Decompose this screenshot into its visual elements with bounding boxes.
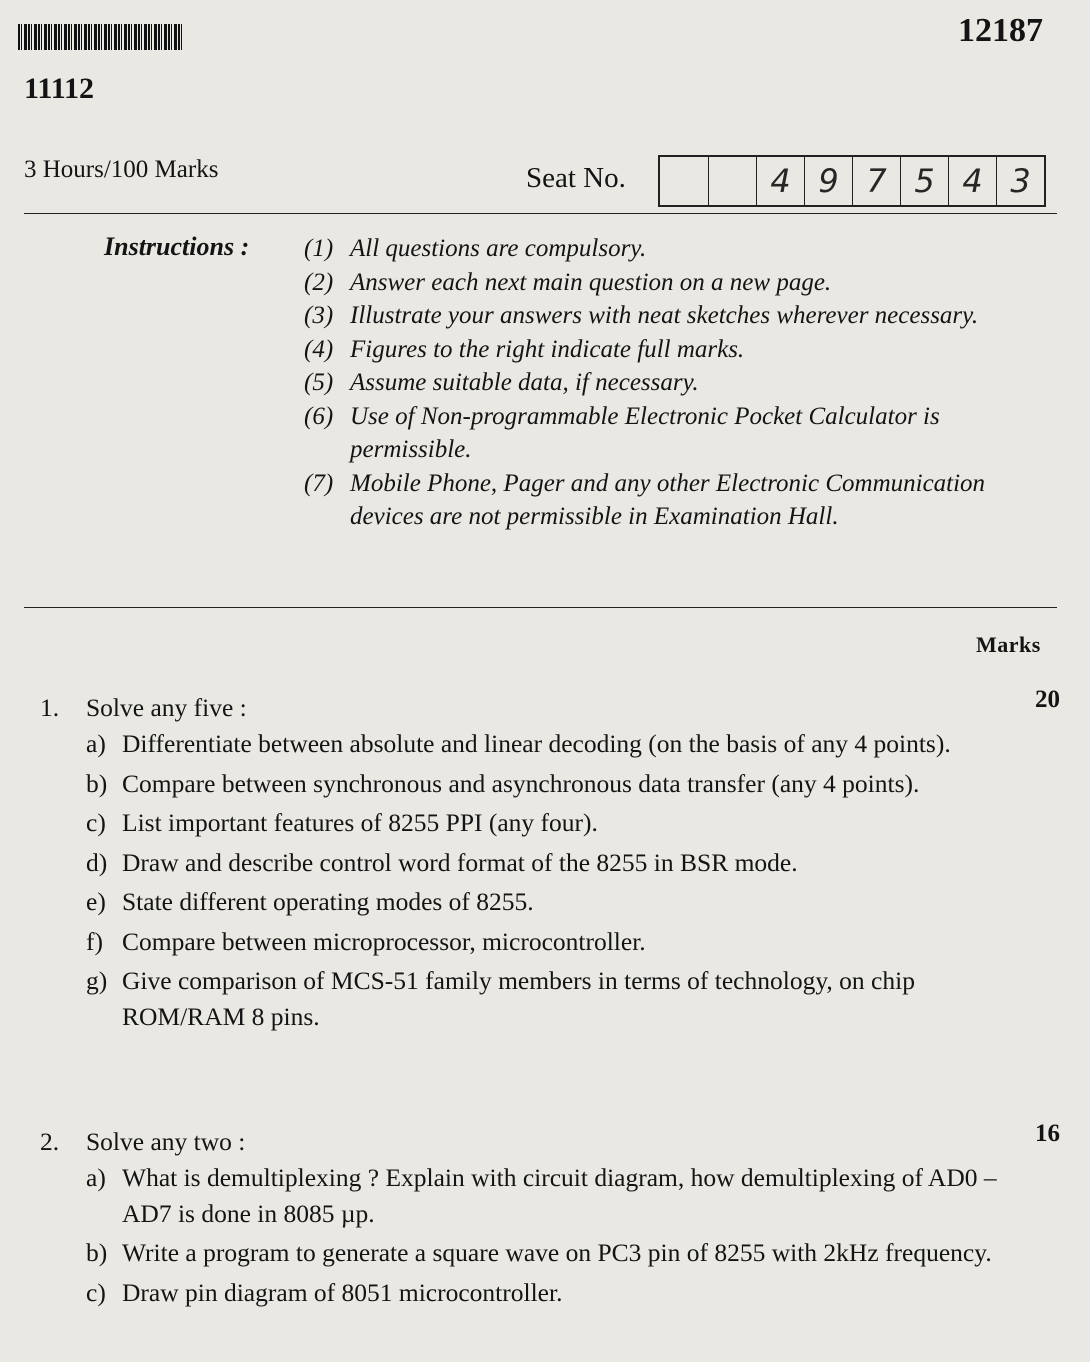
question-2 [40,1120,1060,1314]
subject-code: 11112 [24,72,95,105]
instruction-text: Use of Non-programmable Electronic Pocket Calculator is permissible. [350,402,940,463]
instruction-number: (5) [304,369,334,396]
part-text: What is demultiplexing ? Explain with circuit diagram, how demultiplexing of AD0 – AD7 is done in 8085 µp. [122,1163,997,1228]
instruction-item [304,400,1012,467]
part-label: b) [86,1238,108,1267]
instruction-text: Illustrate your answers with neat sketches wherever necessary. [350,302,979,329]
question-number: 2. [40,1127,60,1156]
instructions-label: Instructions : [104,232,250,261]
part-label: e) [86,887,106,916]
question-part [86,845,1021,881]
part-text: Differentiate between absolute and linear decoding (on the basis of any 4 points). [122,729,951,758]
question-prompt: Solve any two : [86,1127,246,1156]
duration-marks: 3 Hours/100 Marks [24,156,219,183]
question-part [86,1275,1021,1311]
part-label: g) [86,966,108,995]
part-text: Compare between microprocessor, microcontroller. [122,926,646,956]
question-header [40,686,1060,726]
question-part [86,1160,1021,1231]
paper-code: 12187 [958,12,1043,49]
question-header [40,1120,1060,1160]
question-prompt: Solve any five : [86,693,247,722]
part-label: a) [86,1163,106,1192]
question-number: 1. [40,693,60,722]
instruction-number: (1) [304,235,334,262]
seat-digit-box: 4 [948,157,996,205]
part-text: Compare between synchronous and asynchronous data transfer (any 4 points). [122,768,920,798]
instruction-item [304,333,1012,367]
question-part [86,1235,1021,1271]
instruction-item [304,232,1012,266]
question-parts [40,1160,1021,1310]
instruction-text: Assume suitable data, if necessary. [350,369,699,396]
part-text: Draw pin diagram of 8051 microcontroller. [122,1277,563,1307]
part-text: Draw and describe control word format of the 8255 in BSR mode. [122,847,798,877]
question-part [86,726,1021,762]
question-part [86,924,1021,960]
barcode [18,24,184,50]
part-label: b) [86,768,108,798]
question-1 [40,686,1060,1038]
seat-digit-box [708,157,756,205]
question-marks: 16 [1035,1120,1060,1147]
instruction-item [304,266,1012,300]
instruction-text: Mobile Phone, Pager and any other Electronic Communication devices are not permissible in Examination Hall. [350,469,986,530]
part-label: c) [86,1277,106,1307]
seat-digit-box: 4 [756,157,804,205]
instruction-text: Figures to the right indicate full marks. [350,335,745,363]
instruction-item [304,467,1012,534]
instruction-text: Answer each next main question on a new page. [350,268,832,296]
divider [24,607,1057,608]
instruction-text: All questions are compulsory. [350,235,647,262]
question-part [86,766,1021,802]
seat-number-boxes [658,155,1046,207]
part-label: a) [86,729,106,758]
question-part [86,805,1021,841]
instruction-number: (2) [304,268,334,296]
seat-number-label: Seat No. [526,162,626,194]
question-marks: 20 [1035,686,1060,713]
part-text: Give comparison of MCS-51 family members in terms of technology, on chip ROM/RAM 8 pins. [122,966,915,1031]
marks-column-heading: Marks [976,632,1041,657]
part-label: c) [86,808,106,837]
instruction-number: (4) [304,335,334,363]
question-part [86,963,1021,1034]
seat-digit-box: 5 [900,157,948,205]
seat-digit-box: 7 [852,157,900,205]
part-text: State different operating modes of 8255. [122,887,534,916]
part-label: f) [86,926,103,956]
part-label: d) [86,847,108,877]
question-parts [40,726,1021,1034]
question-part [86,884,1021,920]
part-text: Write a program to generate a square wave on PC3 pin of 8255 with 2kHz frequency. [122,1238,992,1267]
instruction-number: (3) [304,302,334,329]
seat-digit-box [660,157,708,205]
instruction-number: (7) [304,469,334,497]
instruction-item [304,299,1012,333]
instruction-item [304,366,1012,400]
seat-digit-box: 9 [804,157,852,205]
part-text: List important features of 8255 PPI (any four). [122,808,598,837]
divider [24,213,1057,214]
seat-digit-box: 3 [996,157,1044,205]
instructions-list [304,232,1012,534]
instruction-number: (6) [304,402,334,430]
